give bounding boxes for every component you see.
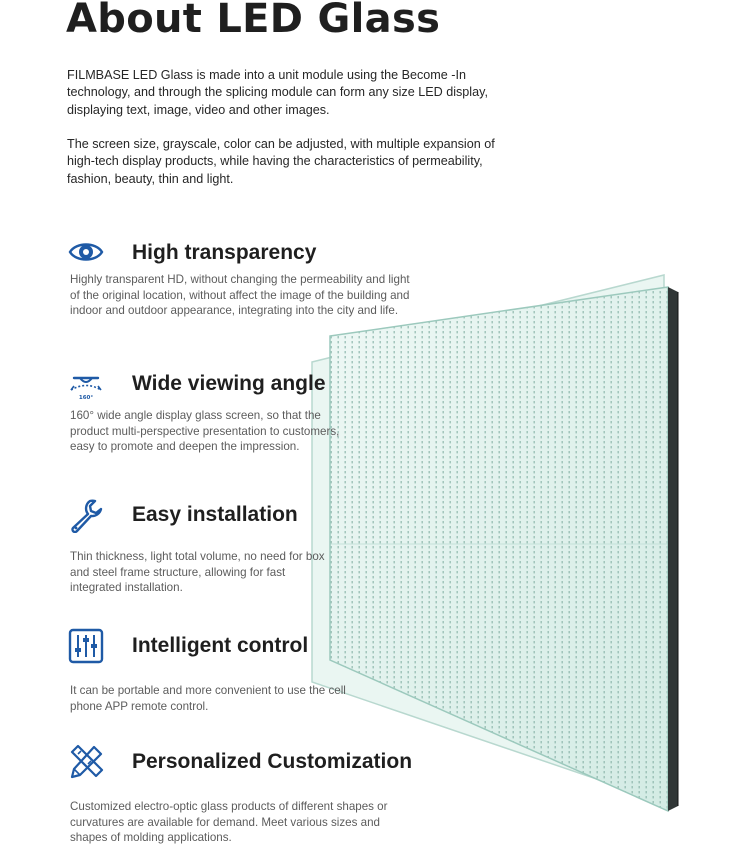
feature-title: Wide viewing angle — [132, 372, 326, 395]
viewing-angle-icon — [68, 368, 104, 404]
feature-description: Highly transparent HD, without changing the permeability and light of the original location, without affect the image of the building and indoor and outdoor appearance, integrating into the city and life. — [70, 273, 410, 318]
feature-description: Customized electro-optic glass products of different shapes or curvatures are available for demand. Meet various sizes and shapes of molding applications. — [70, 800, 388, 845]
feature-description: Thin thickness, light total volume, no need for box and steel frame structure, allowing for fast integrated installation. — [70, 550, 325, 595]
feature-title: High transparency — [132, 241, 317, 264]
intro-paragraph-1: FILMBASE LED Glass is made into a unit module using the Become -In technology, and through the splicing module can form any size LED display, displaying text, image, video and other images. — [67, 68, 488, 117]
feature-description: 160° wide angle display glass screen, so that the product multi-perspective presentation to customers, easy to promote and deepen the impression. — [70, 409, 340, 454]
pencil-ruler-icon — [68, 744, 104, 780]
viewing-angle-label: 160° — [78, 395, 94, 401]
sliders-icon — [68, 628, 104, 664]
feature-title: Personalized Customization — [132, 750, 413, 773]
wrench-icon — [68, 497, 104, 533]
feature-title: Intelligent control — [132, 634, 309, 657]
led-glass-panel-image — [300, 270, 700, 830]
feature-description: It can be portable and more convenient to use the cell phone APP remote control. — [70, 684, 346, 713]
eye-icon — [68, 234, 104, 270]
feature-title: Easy installation — [132, 503, 298, 526]
page-title: About LED Glass — [66, 0, 441, 42]
intro-paragraph-2: The screen size, grayscale, color can be adjusted, with multiple expansion of high-tech display products, while having the characteristics of permeability, fashion, beauty, thin and light. — [67, 137, 495, 186]
